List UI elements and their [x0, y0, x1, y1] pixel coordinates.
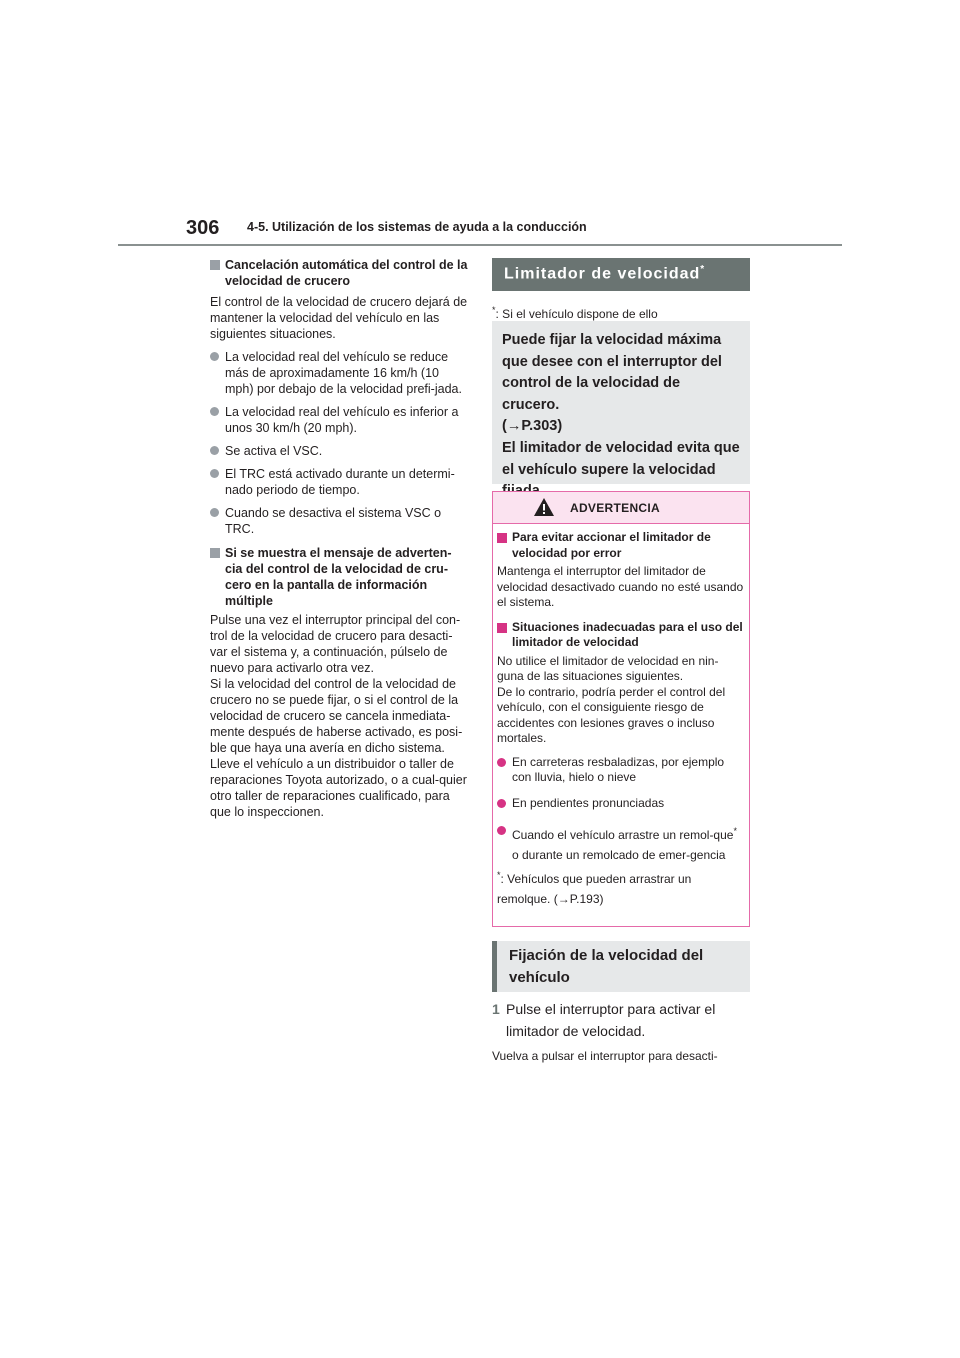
- paragraph: El control de la velocidad de crucero dejará de mantener la velocidad del vehículo en las siguientes situaciones.: [210, 295, 468, 341]
- bullet-text: En carreteras resbaladizas, por ejemplo con lluvia, hielo o nieve: [512, 754, 725, 784]
- bullet-dot-icon: [497, 826, 506, 835]
- intro-box: [492, 321, 750, 484]
- bullet-text: La velocidad real del vehículo es inferior a unos 30 km/h (20 mph).: [225, 405, 459, 435]
- left-column: [210, 257, 468, 820]
- heading-text: Cancelación automática del control de la velocidad de crucero: [225, 258, 468, 288]
- section-heading: [210, 545, 468, 609]
- bullet-dot-icon: [210, 352, 219, 361]
- intro-line: que desee con el interruptor del: [502, 353, 722, 370]
- step-text: Pulse el interruptor para activar el limitador de velocidad.: [506, 1001, 716, 1039]
- warning-heading: [497, 620, 745, 651]
- header-rule: [118, 244, 842, 246]
- list-item: [210, 443, 468, 459]
- footnote-text: : Vehículos que pueden arrastrar un remolque. (→P.193): [497, 872, 692, 906]
- list-item: [210, 466, 468, 498]
- bullet-list: [210, 349, 468, 537]
- warning-box: [492, 491, 750, 927]
- bullet-text: La velocidad real del vehículo se reduce más de aproximadamente 16 km/h (10 mph) por debajo de la velocidad prefi-jada.: [225, 350, 462, 396]
- section-header: [492, 258, 750, 291]
- list-item: [497, 755, 745, 786]
- bullet-dot-icon: [210, 508, 219, 517]
- chapter-title: 4-5. Utilización de los sistemas de ayuda a la conducción: [247, 220, 587, 234]
- square-bullet-icon: [210, 260, 220, 270]
- step-number: 1: [492, 1001, 500, 1017]
- intro-line: El limitador de velocidad evita que: [502, 439, 740, 456]
- paragraph: Mantenga el interruptor del limitador de velocidad desactivado cuando no esté usando el sistema.: [497, 564, 744, 609]
- section-heading: [210, 257, 468, 289]
- list-item: [497, 821, 745, 865]
- paragraph: No utilice el limitador de velocidad en nin-guna de las situaciones siguientes. De lo contrario, podría perder el control del vehículo, con el consiguiente riesgo de accidentes con lesiones graves o incluso mortales.: [497, 653, 726, 745]
- warning-header: [493, 492, 749, 524]
- bullet-text: El TRC está activado durante un determi-nado periodo de tiempo.: [225, 467, 455, 497]
- page-number: 306: [186, 217, 220, 239]
- square-bullet-icon: [497, 623, 507, 633]
- asterisk: *: [492, 305, 496, 315]
- list-item: [210, 404, 468, 436]
- warning-heading: [497, 530, 745, 561]
- asterisk: *: [700, 264, 706, 275]
- bullet-dot-icon: [210, 407, 219, 416]
- intro-line: control de la velocidad de crucero.: [502, 375, 681, 413]
- step-note: Vuelva a pulsar el interruptor para desacti-: [492, 1049, 718, 1063]
- bullet-dot-icon: [210, 446, 219, 455]
- warning-triangle-icon: [533, 497, 555, 517]
- intro-line: el vehículo supere la velocidad: [502, 461, 716, 478]
- bullet-dot-icon: [497, 758, 506, 767]
- paragraph: Pulse una vez el interruptor principal del con-trol de la velocidad de crucero para desacti-var el sistema y, a continuación, púlselo de nuevo para activarlo otra vez. Si la velocidad del control de la velocidad de crucero no se puede fijar, o si el control de la velocidad de crucero se cancela inmediata-mente después de haberse activado, es posi-ble que haya una avería en dicho sistema. Lleve el vehículo a un distribuidor o taller de reparaciones Toyota autorizado, o a cual-quier otro taller de reparaciones cualificado, para que lo inspeccionen.: [210, 613, 467, 819]
- list-item: [497, 796, 745, 812]
- warning-body: [493, 524, 749, 909]
- warning-label: ADVERTENCIA: [570, 501, 660, 515]
- footnote-text: : Si el vehículo dispone de ello: [495, 307, 658, 321]
- footnote: [492, 305, 658, 321]
- bullet-text: Cuando el vehículo arrastre un remol-que: [512, 828, 734, 842]
- square-bullet-icon: [210, 548, 220, 558]
- square-bullet-icon: [497, 533, 507, 543]
- bullet-dot-icon: [497, 799, 506, 808]
- intro-line: (→P.303): [502, 418, 563, 435]
- intro-line: Puede fijar la velocidad máxima: [502, 332, 722, 348]
- heading-text: Situaciones inadecuadas para el uso del limitador de velocidad: [512, 619, 743, 649]
- heading-text: Si se muestra el mensaje de adverten-cia del control de la velocidad de cru-cero en la pantalla de información múltiple: [225, 546, 452, 608]
- step-item: [492, 998, 750, 1042]
- section-header: Fijación de la velocidad del vehículo: [492, 941, 750, 992]
- heading-text: Para evitar accionar el limitador de velocidad por error: [512, 530, 711, 560]
- asterisk: *: [497, 870, 501, 880]
- section-title: Limitador de velocidad: [504, 265, 701, 283]
- bullet-text: Cuando se desactiva el sistema VSC o TRC.: [225, 506, 442, 536]
- warning-footnote: [497, 865, 745, 909]
- bullet-text: En pendientes pronunciadas: [512, 795, 665, 810]
- bullet-text: o durante un remolcado de emer-gencia: [512, 848, 726, 862]
- list-item: [210, 349, 468, 397]
- bullet-text: Se activa el VSC.: [225, 444, 323, 458]
- list-item: [210, 505, 468, 537]
- bullet-dot-icon: [210, 469, 219, 478]
- asterisk: *: [733, 826, 737, 836]
